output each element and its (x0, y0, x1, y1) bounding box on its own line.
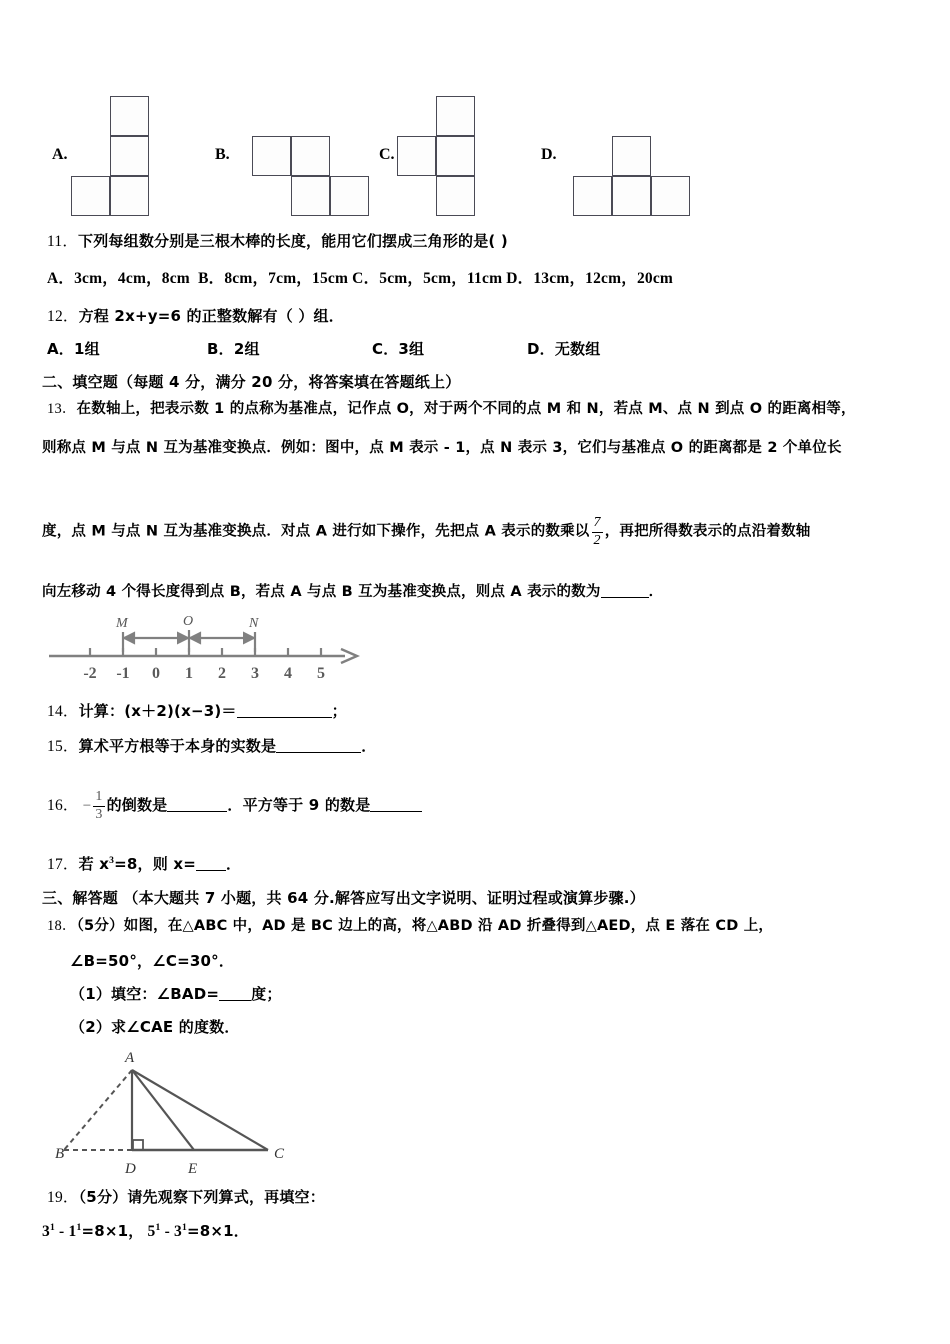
q18-score: （5分） (76, 918, 124, 934)
figure-label-d: D (125, 1161, 136, 1177)
q15-answer-blank[interactable] (276, 752, 361, 753)
q19-term-b2-exp: 1 (181, 1222, 187, 1233)
q12-options-row (47, 340, 600, 360)
q17-number: 17． (47, 856, 79, 874)
section-3-heading (42, 889, 645, 909)
q13-text-4a: 向左移动 4 个得长度得到点 B，若点 A 与点 B 互为基准变换点，则点 A 表示的数为 (42, 584, 601, 600)
q14-answer-blank[interactable] (237, 717, 332, 718)
q19-term-b2: 3 (174, 1223, 182, 1241)
section-2-heading-text: 二、填空题（每题 4 分，满分 20 分，将答案填在答题纸上） (42, 373, 461, 391)
q14-row (47, 702, 347, 722)
q16-number: 16． (47, 796, 79, 814)
q17-row (47, 855, 241, 875)
q13-text-3a: 度，点 M 与点 N 互为基准变换点．对点 A 进行如下操作，先把点 A 表示的数乘以 (42, 523, 590, 540)
tick-label-7: 5 (317, 665, 325, 682)
q18-triangle-figure (55, 1042, 310, 1187)
q15-text-before: 算术平方根等于本身的实数是 (78, 737, 277, 755)
numberline-label-n: N (249, 616, 259, 631)
q12-number: 12． (47, 308, 79, 325)
q13-text-2: 则称点 M 与点 N 互为基准变换点．例如：图中，点 M 表示 - 1，点 N 表示 3，它们与基准点 O 的距离都是 2 个单位长 (42, 440, 842, 456)
q17-text-before: 若 x (78, 855, 110, 874)
q11-options-row (47, 270, 673, 289)
q11-stem-row (47, 232, 508, 252)
q19-stem: 请先观察下列算式，再填空： (127, 1188, 325, 1206)
q13-line-3 (42, 516, 811, 548)
q19-result-2: =8×1． (186, 1222, 249, 1241)
q17-text-mid: =8，则 x= (114, 855, 196, 874)
q13-answer-blank[interactable] (601, 597, 649, 598)
q10-options-figure-row (0, 0, 950, 225)
q19-minus-1: - (59, 1223, 65, 1241)
q15-row (47, 737, 376, 757)
q18-text-1: 如图，在△ABC 中，AD 是 BC 边上的高，将△ABD 沿 AD 折叠得到△AED，点 E 落在 CD 上， (123, 918, 774, 934)
q19-term-a2: 1 (68, 1223, 77, 1241)
q12-option-a: A．1组 (47, 340, 100, 358)
q12-option-d: D．无数组 (527, 340, 601, 358)
q16-fraction-denominator: 3 (95, 806, 103, 822)
q18-sub2-text: （2）求∠CAE 的度数． (70, 1018, 240, 1036)
q16-fraction-numerator: 1 (95, 789, 103, 804)
q18-text-2: ∠B=50°，∠C=30°． (70, 952, 235, 970)
figure-label-e: E (188, 1161, 198, 1177)
option-label-d: D. (541, 146, 557, 163)
q18-sub1-text-a: （1）填空：∠BAD= (70, 985, 220, 1003)
q17-answer-blank[interactable] (196, 870, 226, 871)
q12-option-b: B．2组 (207, 340, 260, 358)
q11-option-b: B．8cm，7cm，15cm (198, 270, 349, 287)
q19-term-a1-exp: 1 (49, 1222, 55, 1233)
tick-label-3: 1 (185, 665, 193, 682)
q16-fraction-one-third (93, 790, 104, 822)
numberline-label-o: O (183, 614, 194, 629)
q19-stem-row (47, 1188, 325, 1208)
q13-fraction-numerator: 7 (593, 515, 601, 530)
tick-label-6: 4 (284, 665, 292, 682)
q13-line-4 (42, 584, 663, 601)
q11-option-a: A．3cm，4cm，8cm (47, 270, 190, 287)
q19-term-a2-exp: 1 (76, 1222, 82, 1233)
q16-fraction-sign: − (82, 797, 92, 814)
q11-option-c: C．5cm，5cm，11cm (352, 270, 503, 287)
figure-label-b: B (55, 1146, 65, 1162)
q13-line-2 (42, 440, 842, 457)
option-label-c: C. (379, 146, 395, 163)
q16-answer-blank-1[interactable] (167, 811, 227, 812)
option-label-a: A. (52, 146, 68, 163)
q16-text-a: 的倒数是 (106, 795, 168, 814)
q19-term-a1: 3 (42, 1223, 50, 1241)
q19-result-1: =8×1， (81, 1222, 144, 1241)
q15-number: 15． (47, 738, 79, 755)
q18-line-2 (70, 952, 234, 972)
q18-sub-2 (70, 1018, 240, 1038)
q13-fraction-seven-halves (592, 516, 603, 548)
section-3-heading-text: 三、解答题 （本大题共 7 小题，共 64 分.解答应写出文字说明、证明过程或演算步骤.） (42, 889, 645, 907)
q17-text-after: ． (225, 855, 242, 874)
q16-answer-blank-2[interactable] (370, 811, 422, 812)
figure-label-a: A (125, 1050, 135, 1066)
q12-stem-row (47, 307, 344, 327)
q19-formula-row (42, 1222, 249, 1242)
q14-text-before: 计算：(x＋2)(x−3)＝ (78, 702, 237, 720)
q18-number: 18． (47, 918, 77, 934)
q13-text-3b: ，再把所得数表示的点沿着数轴 (604, 523, 811, 540)
q18-sub1-text-b: 度； (251, 985, 282, 1003)
q18-line-1 (47, 918, 773, 935)
q13-line-1 (47, 401, 856, 418)
tick-label-4: 2 (218, 665, 226, 682)
q19-number: 19． (47, 1189, 79, 1206)
option-label-b: B. (215, 146, 230, 163)
section-2-heading (42, 373, 460, 393)
figure-label-c: C (274, 1146, 285, 1162)
tick-label-5: 3 (251, 665, 259, 682)
q13-number-line-figure (45, 608, 365, 690)
tick-label-1: -1 (116, 665, 130, 682)
q16-text-b: ．平方等于 9 的数是 (227, 795, 371, 814)
numberline-label-m: M (116, 616, 128, 631)
q11-stem: 下列每组数分别是三根木棒的长度，能用它们摆成三角形的是( ) (78, 232, 508, 250)
tick-label-0: -2 (83, 665, 97, 682)
q15-text-after: ． (361, 737, 377, 755)
q13-fraction-denominator: 2 (593, 532, 601, 548)
q13-number: 13． (47, 401, 77, 417)
q18-sub-1 (70, 985, 282, 1005)
q18-sub1-answer-blank[interactable] (219, 1000, 251, 1001)
q19-minus-2: - (164, 1223, 170, 1241)
q19-term-b1-exp: 1 (155, 1222, 161, 1233)
q16-row (47, 790, 422, 822)
q14-number: 14． (47, 703, 79, 720)
q13-text-4b: ． (648, 584, 664, 600)
q12-option-c: C．3组 (372, 340, 425, 358)
q12-stem: 方程 2x+y=6 的正整数解有（ ）组． (78, 307, 344, 325)
q13-text-1: 在数轴上，把表示数 1 的点称为基准点，记作点 O，对于两个不同的点 M 和 N，若点 M、点 N 到点 O 的距离相等， (76, 401, 856, 417)
q19-term-b1: 5 (147, 1223, 156, 1241)
tick-label-2: 0 (152, 665, 160, 682)
q11-option-d: D．13cm，12cm，20cm (506, 270, 674, 287)
q14-text-after: ； (331, 702, 347, 720)
q17-exponent: 3 (109, 855, 115, 866)
q11-number: 11． (47, 233, 79, 250)
q19-score: （5分） (78, 1188, 128, 1206)
